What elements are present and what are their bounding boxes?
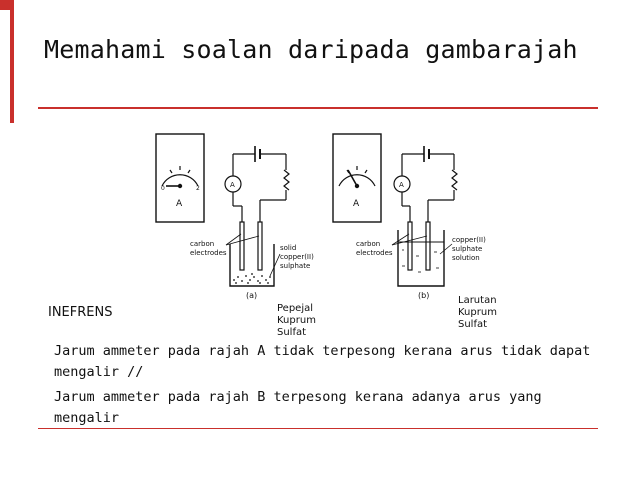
- annotation-a: [277, 303, 316, 339]
- annotation-a-line-1: Pepejal: [277, 303, 314, 314]
- label-b-carbon: carbon: [356, 240, 381, 248]
- ammeter-symbol-b-label: A: [399, 181, 404, 189]
- label-a-carbon: carbon: [190, 240, 215, 248]
- ammeter-b-label: A: [353, 199, 360, 209]
- statement-a: Jarum ammeter pada rajah A tidak terpesong kerana arus tidak dapat mengalir //: [54, 343, 591, 380]
- electrolysis-figure: [152, 126, 494, 312]
- label-b-sulphate: sulphate: [452, 245, 483, 253]
- annotation-b-line-2: Kuprum: [458, 307, 497, 318]
- annotation-a-line-3: Sulfat: [277, 327, 307, 338]
- annotation-b-line-3: Sulfat: [458, 319, 488, 330]
- label-b-electrodes: electrodes: [356, 249, 393, 257]
- ammeter-symbol-a-label: A: [230, 181, 235, 189]
- caption-a: (a): [246, 291, 258, 300]
- accent-square: [0, 0, 10, 10]
- label-a-solid: solid: [280, 244, 297, 252]
- annotation-a-line-2: Kuprum: [277, 315, 316, 326]
- label-a-copper: copper(II): [280, 253, 314, 261]
- electrolysis-diagram: [152, 126, 494, 312]
- statement-b: Jarum ammeter pada rajah B terpesong kerana adanya arus yang mengalir: [54, 389, 542, 426]
- slide-title: Memahami soalan daripada gambarajah: [44, 35, 578, 64]
- annotation-b: [458, 295, 497, 331]
- scale-right-label: 2: [196, 185, 200, 192]
- label-a-sulphate: sulphate: [280, 262, 311, 270]
- bottom-rule: [38, 428, 598, 429]
- inefrens-label: INEFRENS: [48, 305, 113, 320]
- label-b-solution: solution: [452, 254, 480, 262]
- scale-left-label: 0: [161, 185, 165, 192]
- caption-b: (b): [418, 291, 430, 300]
- accent-vertical-line: [10, 0, 14, 123]
- label-a-electrodes: electrodes: [190, 249, 227, 257]
- annotation-b-line-1: Larutan: [458, 295, 497, 306]
- ammeter-a-label: A: [176, 199, 183, 209]
- title-underline: [38, 107, 598, 109]
- label-b-copper: copper(II): [452, 236, 486, 244]
